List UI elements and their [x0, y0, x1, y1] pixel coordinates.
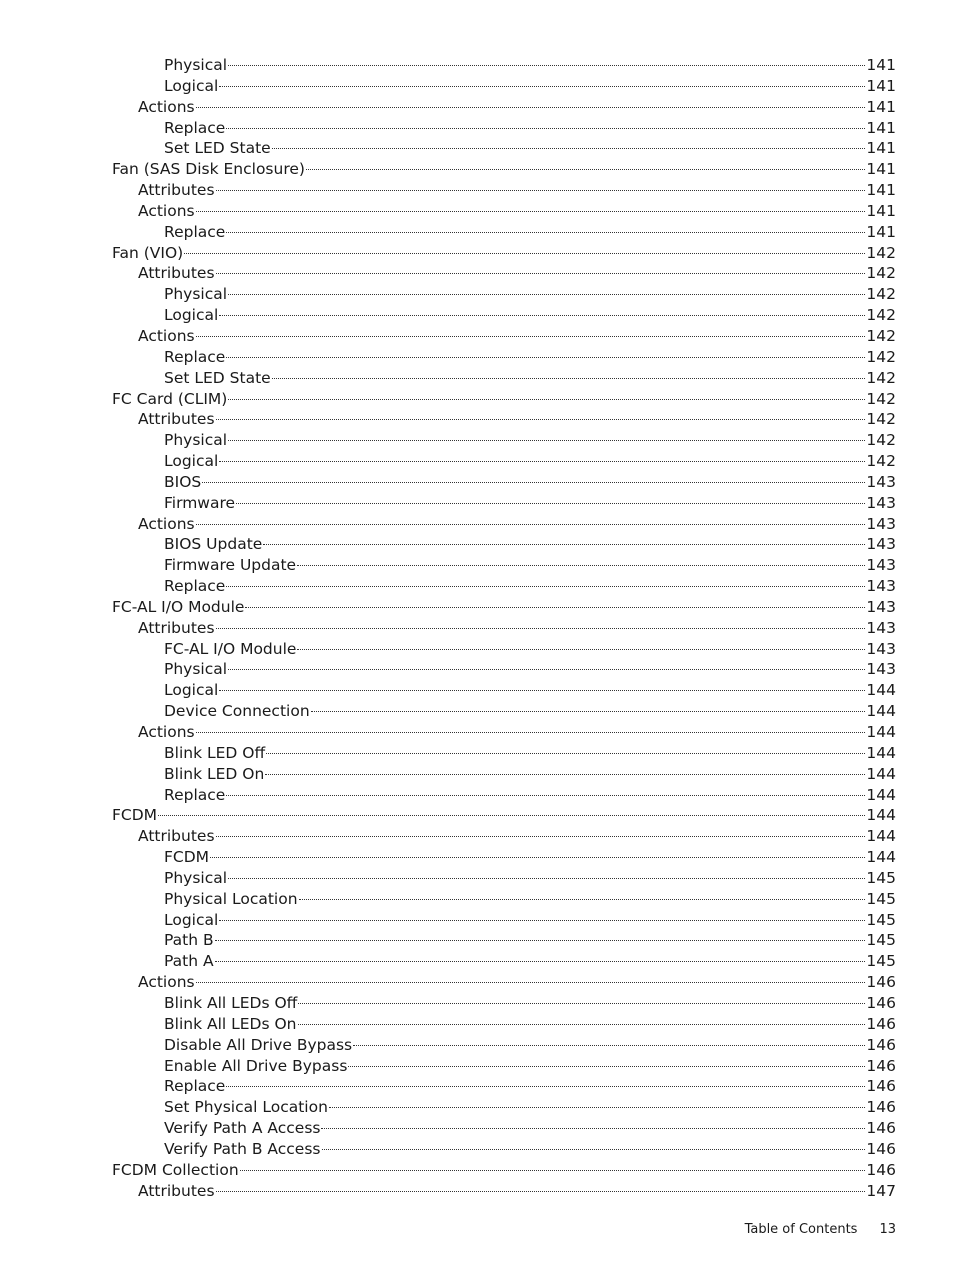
- toc-entry-page-number: 141: [866, 181, 896, 200]
- toc-entry-label: FCDM Collection: [112, 1160, 239, 1179]
- dot-leader: [298, 1003, 865, 1004]
- toc-entry-label: BIOS Update: [164, 535, 263, 554]
- toc-entry-page-number: 143: [866, 556, 896, 575]
- toc-entry-page-number: 141: [866, 56, 896, 74]
- toc-entry[interactable]: [112, 847, 896, 868]
- toc-entry[interactable]: [112, 534, 896, 555]
- dot-leader: [196, 107, 866, 108]
- toc-entry-page-number: 142: [866, 285, 896, 304]
- toc-entry[interactable]: [112, 1097, 896, 1118]
- toc-entry[interactable]: [112, 76, 896, 97]
- toc-entry-label: FCDM: [164, 848, 210, 867]
- toc-entry-page-number: 141: [866, 222, 896, 241]
- toc-entry[interactable]: [112, 159, 896, 180]
- toc-entry-page-number: 144: [866, 848, 896, 867]
- toc-entry-page-number: 144: [866, 723, 896, 741]
- toc-entry-page-number: 146: [866, 1160, 896, 1179]
- toc-entry[interactable]: [112, 409, 896, 430]
- toc-entry[interactable]: [112, 201, 896, 222]
- toc-entry-label: Actions: [138, 514, 195, 533]
- dot-leader: [226, 795, 865, 796]
- toc-entry-page-number: 146: [866, 1119, 896, 1138]
- toc-entry-label: Physical: [164, 660, 228, 679]
- dot-leader: [348, 1066, 865, 1067]
- toc-entry[interactable]: [112, 889, 896, 910]
- toc-entry-label: Physical: [164, 285, 228, 304]
- toc-entry-page-number: 141: [866, 160, 896, 179]
- dot-leader: [216, 1191, 866, 1192]
- toc-entry-page-number: 143: [866, 597, 896, 616]
- toc-entry-label: Disable All Drive Bypass: [164, 1035, 353, 1054]
- toc-entry[interactable]: [112, 514, 896, 535]
- toc-entry-page-number: 144: [866, 806, 896, 825]
- toc-entry-label: Replace: [164, 785, 226, 804]
- dot-leader: [353, 1045, 865, 1046]
- dot-leader: [272, 148, 866, 149]
- toc-entry[interactable]: [112, 326, 896, 347]
- toc-entry[interactable]: [112, 1139, 896, 1160]
- toc-entry[interactable]: [112, 972, 896, 993]
- toc-entry-page-number: 141: [866, 118, 896, 137]
- toc-entry-label: BIOS: [164, 472, 202, 491]
- dot-leader: [321, 1128, 865, 1129]
- toc-entry-label: Attributes: [138, 827, 215, 846]
- toc-entry-label: Fan (VIO): [112, 243, 184, 262]
- toc-entry-page-number: 142: [866, 452, 896, 471]
- toc-entry-page-number: 146: [866, 973, 896, 992]
- dot-leader: [228, 65, 865, 66]
- toc-entry-page-number: 146: [866, 1098, 896, 1117]
- toc-entry-label: Blink All LEDs Off: [164, 993, 298, 1012]
- dot-leader: [215, 940, 866, 941]
- toc-entry-page-number: 143: [866, 514, 896, 533]
- toc-entry-page-number: 144: [866, 764, 896, 783]
- toc-entry-page-number: 144: [866, 827, 896, 846]
- dot-leader: [215, 961, 866, 962]
- toc-entry-page-number: 145: [866, 889, 896, 908]
- toc-entry[interactable]: [112, 764, 896, 785]
- dot-leader: [196, 211, 866, 212]
- toc-entry[interactable]: [112, 180, 896, 201]
- toc-entry[interactable]: [112, 1118, 896, 1139]
- toc-entry[interactable]: [112, 805, 896, 826]
- toc-entry-label: Firmware Update: [164, 556, 297, 575]
- toc-entry-label: Set Physical Location: [164, 1098, 328, 1117]
- toc-entry-page-number: 142: [866, 431, 896, 450]
- toc-entry[interactable]: [112, 639, 896, 660]
- dot-leader: [226, 586, 865, 587]
- dot-leader: [219, 315, 865, 316]
- toc-entry-label: Replace: [164, 1077, 226, 1096]
- toc-entry[interactable]: [112, 430, 896, 451]
- toc-entry[interactable]: [112, 659, 896, 680]
- toc-entry-label: Attributes: [138, 181, 215, 200]
- dot-leader: [298, 1024, 866, 1025]
- toc-entry-label: Replace: [164, 118, 226, 137]
- toc-entry-label: Actions: [138, 326, 195, 345]
- toc-entry[interactable]: [112, 1035, 896, 1056]
- toc-entry[interactable]: [112, 555, 896, 576]
- toc-entry-label: FCDM: [112, 806, 158, 825]
- toc-entry-page-number: 144: [866, 702, 896, 721]
- toc-entry-page-number: 142: [866, 264, 896, 283]
- toc-entry[interactable]: [112, 1076, 896, 1097]
- dot-leader: [226, 357, 865, 358]
- dot-leader: [236, 503, 865, 504]
- toc-entry[interactable]: [112, 1160, 896, 1181]
- dot-leader: [226, 232, 865, 233]
- dot-leader: [216, 836, 866, 837]
- toc-entry[interactable]: [112, 701, 896, 722]
- toc-entry-label: Physical: [164, 868, 228, 887]
- toc-entry-label: Replace: [164, 577, 226, 596]
- dot-leader: [226, 1086, 865, 1087]
- footer-page-number: 13: [879, 1222, 896, 1237]
- toc-entry-label: Replace: [164, 222, 226, 241]
- toc-entry-label: Blink All LEDs On: [164, 1014, 297, 1033]
- toc-entry-label: Set LED State: [164, 368, 271, 387]
- toc-entry-label: FC-AL I/O Module: [164, 639, 297, 658]
- dot-leader: [329, 1107, 865, 1108]
- toc-entry-page-number: 147: [866, 1181, 896, 1200]
- dot-leader: [216, 419, 866, 420]
- toc-entry-label: FC-AL I/O Module: [112, 597, 245, 616]
- dot-leader: [158, 815, 865, 816]
- toc-entry-label: Logical: [164, 681, 219, 700]
- dot-leader: [297, 649, 865, 650]
- toc-entry[interactable]: [112, 868, 896, 889]
- toc-entry-label: Firmware: [164, 493, 236, 512]
- toc-entry-label: Replace: [164, 347, 226, 366]
- dot-leader: [196, 732, 866, 733]
- toc-entry-page-number: 142: [866, 306, 896, 325]
- dot-leader: [228, 440, 865, 441]
- toc-entry-label: Logical: [164, 910, 219, 929]
- dot-leader: [263, 544, 865, 545]
- toc-entry[interactable]: [112, 722, 896, 743]
- dot-leader: [311, 711, 866, 712]
- toc-entry-label: Blink LED On: [164, 764, 265, 783]
- toc-entry-label: Actions: [138, 973, 195, 992]
- dot-leader: [240, 1170, 866, 1171]
- toc-entry-page-number: 141: [866, 201, 896, 220]
- footer-section-title: Table of Contents: [744, 1222, 858, 1237]
- toc-entry-label: Logical: [164, 306, 219, 325]
- toc-entry-label: Physical Location: [164, 889, 298, 908]
- dot-leader: [266, 753, 865, 754]
- toc-entry-label: Blink LED Off: [164, 743, 266, 762]
- dot-leader: [306, 169, 865, 170]
- dot-leader: [216, 190, 866, 191]
- toc-entry-label: Verify Path A Access: [164, 1119, 321, 1138]
- dot-leader: [196, 982, 866, 983]
- toc-entry-page-number: 141: [866, 97, 896, 116]
- toc-entry-page-number: 142: [866, 243, 896, 262]
- toc-entry[interactable]: [112, 993, 896, 1014]
- toc-entry[interactable]: [112, 1014, 896, 1035]
- toc-entry-label: Enable All Drive Bypass: [164, 1056, 348, 1075]
- dot-leader: [219, 461, 865, 462]
- toc-entry-label: Verify Path B Access: [164, 1139, 321, 1158]
- dot-leader: [216, 628, 866, 629]
- toc-entry-label: Logical: [164, 76, 219, 95]
- toc-entry[interactable]: [112, 951, 896, 972]
- dot-leader: [219, 690, 865, 691]
- toc-entry[interactable]: [112, 576, 896, 597]
- toc-entry-page-number: 146: [866, 1077, 896, 1096]
- toc-entry-label: FC Card (CLIM): [112, 389, 228, 408]
- toc-entry-page-number: 141: [866, 76, 896, 95]
- toc-entry-page-number: 144: [866, 681, 896, 700]
- toc-entry[interactable]: [112, 618, 896, 639]
- table-of-contents: [112, 55, 896, 1201]
- toc-entry-page-number: 142: [866, 347, 896, 366]
- toc-entry-label: Attributes: [138, 264, 215, 283]
- toc-entry[interactable]: [112, 243, 896, 264]
- toc-entry-label: Physical: [164, 431, 228, 450]
- toc-entry-page-number: 143: [866, 618, 896, 637]
- toc-entry[interactable]: [112, 826, 896, 847]
- dot-leader: [322, 1149, 866, 1150]
- toc-entry-label: Attributes: [138, 410, 215, 429]
- dot-leader: [196, 524, 866, 525]
- toc-entry-page-number: 143: [866, 535, 896, 554]
- toc-entry[interactable]: [112, 263, 896, 284]
- toc-entry-page-number: 142: [866, 410, 896, 429]
- toc-entry-page-number: 145: [866, 868, 896, 887]
- toc-entry-page-number: 142: [866, 389, 896, 408]
- toc-entry-label: Attributes: [138, 1181, 215, 1200]
- toc-entry-label: Logical: [164, 452, 219, 471]
- toc-entry[interactable]: [112, 368, 896, 389]
- toc-entry-page-number: 145: [866, 952, 896, 971]
- toc-entry-page-number: 146: [866, 993, 896, 1012]
- toc-entry[interactable]: [112, 910, 896, 931]
- toc-entry[interactable]: [112, 1181, 896, 1202]
- toc-entry[interactable]: [112, 97, 896, 118]
- toc-entry-page-number: 143: [866, 639, 896, 658]
- toc-entry[interactable]: [112, 1056, 896, 1077]
- toc-entry-page-number: 145: [866, 931, 896, 950]
- dot-leader: [272, 378, 866, 379]
- toc-entry-page-number: 146: [866, 1056, 896, 1075]
- dot-leader: [228, 669, 865, 670]
- dot-leader: [228, 878, 865, 879]
- toc-entry[interactable]: [112, 347, 896, 368]
- toc-entry-label: Attributes: [138, 618, 215, 637]
- dot-leader: [210, 857, 865, 858]
- toc-entry-page-number: 143: [866, 493, 896, 512]
- toc-entry[interactable]: [112, 118, 896, 139]
- toc-entry-page-number: 142: [866, 368, 896, 387]
- toc-entry-label: Path B: [164, 931, 214, 950]
- toc-entry[interactable]: [112, 680, 896, 701]
- toc-entry-label: Fan (SAS Disk Enclosure): [112, 160, 305, 179]
- toc-entry[interactable]: [112, 493, 896, 514]
- toc-entry-label: Actions: [138, 723, 195, 741]
- toc-entry-page-number: 144: [866, 785, 896, 804]
- toc-entry-page-number: 146: [866, 1139, 896, 1158]
- dot-leader: [228, 399, 865, 400]
- toc-entry-page-number: 141: [866, 139, 896, 158]
- dot-leader: [219, 86, 865, 87]
- toc-entry-label: Actions: [138, 97, 195, 116]
- toc-entry[interactable]: [112, 389, 896, 410]
- dot-leader: [228, 294, 865, 295]
- dot-leader: [299, 899, 866, 900]
- dot-leader: [202, 482, 865, 483]
- page-footer: [745, 1222, 896, 1237]
- toc-entry-page-number: 146: [866, 1014, 896, 1033]
- toc-entry[interactable]: [112, 597, 896, 618]
- dot-leader: [219, 920, 865, 921]
- dot-leader: [216, 273, 866, 274]
- toc-entry[interactable]: [112, 305, 896, 326]
- toc-entry-label: Path A: [164, 952, 214, 971]
- toc-entry[interactable]: [112, 472, 896, 493]
- dot-leader: [226, 128, 865, 129]
- toc-entry-page-number: 142: [866, 326, 896, 345]
- toc-entry[interactable]: [112, 785, 896, 806]
- toc-entry[interactable]: [112, 930, 896, 951]
- dot-leader: [297, 565, 865, 566]
- toc-entry[interactable]: [112, 222, 896, 243]
- toc-entry-page-number: 145: [866, 910, 896, 929]
- toc-entry[interactable]: [112, 55, 896, 76]
- dot-leader: [265, 774, 865, 775]
- toc-entry-label: Actions: [138, 201, 195, 220]
- toc-entry-page-number: 143: [866, 577, 896, 596]
- toc-entry-page-number: 146: [866, 1035, 896, 1054]
- toc-entry-label: Physical: [164, 56, 228, 74]
- dot-leader: [184, 253, 865, 254]
- toc-entry[interactable]: [112, 451, 896, 472]
- toc-entry-page-number: 143: [866, 472, 896, 491]
- dot-leader: [196, 336, 866, 337]
- toc-entry-page-number: 144: [866, 743, 896, 762]
- dot-leader: [245, 607, 865, 608]
- toc-entry[interactable]: [112, 284, 896, 305]
- toc-entry[interactable]: [112, 138, 896, 159]
- toc-entry-page-number: 143: [866, 660, 896, 679]
- toc-entry-label: Device Connection: [164, 702, 310, 721]
- toc-entry-label: Set LED State: [164, 139, 271, 158]
- toc-entry[interactable]: [112, 743, 896, 764]
